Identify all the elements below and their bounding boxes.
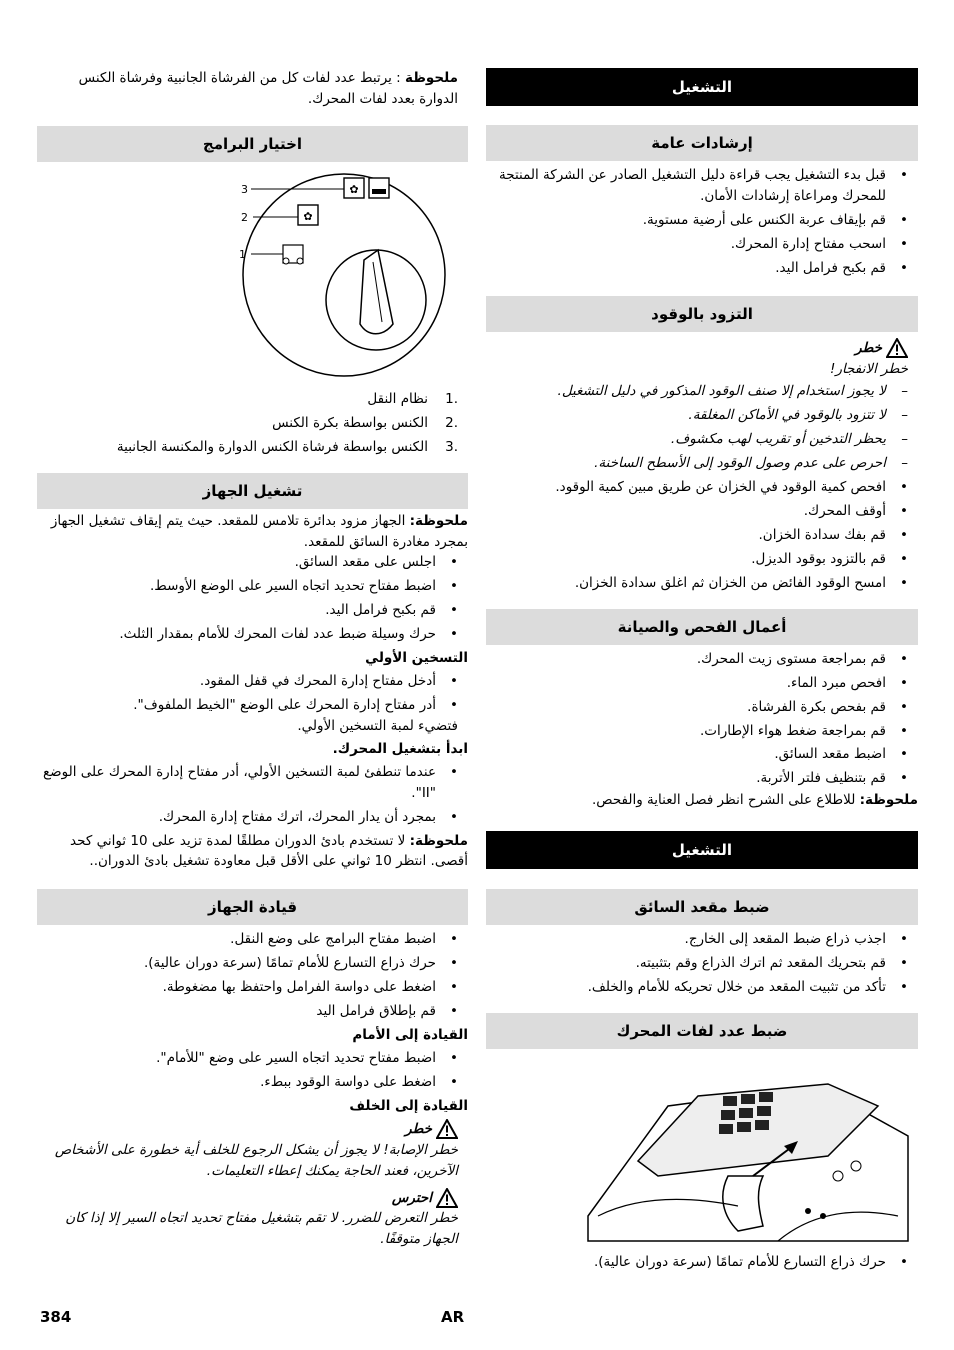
danger-warning [486,338,908,359]
list-item: • قم بكبح فرامل اليد. [486,258,886,279]
list-item: • قم بفحص بكرة الفرشاة. [486,697,886,718]
note-label: ملحوظة [405,70,458,86]
heading-refuel: التزود بالوقود [486,296,918,332]
warning-triangle-icon [886,338,908,358]
drive-list [37,929,468,1022]
list-item: • قم بالتزود بوقود الديزل. [486,549,886,570]
note-label: ملحوظة: [409,512,468,529]
left-column [37,68,468,1250]
list-item: • اسحب مفتاح إدارة المحرك. [486,234,886,255]
seat-adjust-list [486,929,918,998]
maintenance-note [486,790,918,811]
list-item: • بمجرد أن يدار المحرك، اترك مفتاح إدارة المحرك. [37,807,436,828]
list-item: • قم بتنظيف فلتر الأتربة. [486,768,886,789]
list-item: – يحظر التدخين أو تقريب لهب مكشوف. [486,429,886,450]
danger-label: خطر [405,1120,432,1137]
top-note [37,68,468,110]
right-column [486,68,918,1276]
list-item: • قبل بدء التشغيل يجب قراءة دليل التشغيل الصادر عن الشركة المنتجة للمحرك ومراعاة إرشادات الأمان. [486,165,886,207]
list-item: – احرص على عدم وصول الوقود إلى الأسطح الساخنة. [486,453,886,474]
preheat-after-text: فتضيء لمبة التسخين الأولي. [297,717,458,734]
note-text: لا تستخدم بادئ الدوران مطلقًا لمدة تزيد على 10 ثواني كحد أقصى. انتظر 10 ثواني على الأقل قبل معاودة تشغيل بادئ الدوران.. [70,832,468,870]
list-item: • عندما تنطفئ لمبة التسخين الأولي، أدر مفتاح إدارة المحرك على الوضع "II". [37,762,436,804]
page-number: 384 [40,1308,72,1326]
callout-1: 1 [239,247,246,261]
list-item: – لا يجوز استخدام إلا صنف الوقود المذكور في دليل التشغيل. [486,381,886,402]
maintenance-list [486,649,918,790]
note-text: للاطلاع على الشرح انظر فصل العناية والفحص. [591,792,860,809]
language-code: AR [441,1308,465,1326]
backward-heading: القيادة إلى الخلف [349,1097,468,1114]
forward-heading: القيادة إلى الأمام [352,1027,468,1044]
list-item: • اضبط مفتاح تحديد اتجاه السير على الوضع الأوسط. [37,576,436,597]
danger-text: خطر الإصابة! لا يجوز أن يشكل الرجوع للخلف أية خطورة على الأشخاص الآخرين، فعند الحاجة يمكنك إعطاء التعليمات. [54,1141,458,1179]
list-item: • اجلس على مقعد السائق. [37,552,436,573]
danger-text: خطر الانفجار! [830,360,908,377]
heading-operate-machine: تشغيل الجهاز [37,473,468,509]
list-item: • قم بإطلاق فرامل اليد [37,1001,436,1022]
list-item: • حرك وسيلة ضبط عدد لفات المحرك للأمام بمقدار الثلث. [37,624,436,645]
heading-engine-rpm: ضبط عدد لفات المحرك [486,1013,918,1049]
list-item: • قم بإيقاف عربة الكنس على أرضية مستوية. [486,210,886,231]
heading-program-select: اختيار البرامج [37,126,468,162]
list-item: • أوقف المحرك. [486,501,886,522]
list-item: – لا تتزود بالوقود في الأماكن المغلقة. [486,405,886,426]
list-item: • اضغط على دواسة الفرامل واحتفظ بها مضغوطة. [37,977,436,998]
start-engine-note [37,831,468,873]
list-item: • أدر مفتاح إدارة المحرك على الوضع "الخيط الملفوف". [37,695,436,716]
program-selector-dial-illustration [168,172,468,387]
list-item: • امسح الوقود الفائض من الخزان ثم اغلق سدادة الخزان. [486,573,886,594]
note-text: الجهاز مزود بدائرة تلامس للمقعد. حيث يتم إيقاف تشغيل الجهاز بمجرد مغادرة السائق للمقعد. [50,512,468,550]
note-text: : يرتبط عدد لفات كل من الفرشاة الجانبية وفرشاة الكنس الدوارة بعدد لفات المحرك. [78,70,458,107]
callout-3: 3 [241,182,248,196]
warning-triangle-icon [436,1119,458,1139]
list-item: • اضبط مقعد السائق. [486,744,886,765]
list-item: • اضغط على دواسة الوقود ببطء. [37,1072,436,1093]
list-item: 2. الكنس بواسطة بكرة الكنس [272,414,458,431]
caution-label: احترس [391,1189,432,1206]
heading-general-notes: إرشادات عامة [486,125,918,161]
list-item: • قم بمراجعة مستوى زيت المحرك. [486,649,886,670]
list-item: • تأكد من تثبيت المقعد من خلال تحريكه للأمام والخلف. [486,977,886,998]
list-item: • اضبط مفتاح تحديد اتجاه السير على وضع "للأمام". [37,1048,436,1069]
list-item: • قم بتحريك المقعد ثم اترك الذراع وقم بتثبيته. [486,953,886,974]
forward-list [37,1048,468,1093]
list-item: • قم بكبح فرامل اليد. [37,600,436,621]
list-item: • أدخل مفتاح إدارة المحرك في قفل المقود. [37,671,436,692]
svg-text:✿: ✿ [349,182,359,196]
note-label: ملحوظة: [409,832,468,849]
danger-warning [37,1119,458,1140]
heading-seat-adjust: ضبط مقعد السائق [486,889,918,925]
warning-triangle-icon [436,1188,458,1208]
list-item: • اضبط مفتاح البرامج على وضع النقل. [37,929,436,950]
start-engine-list [37,762,468,828]
section-heading-operation: التشغيل [486,68,918,106]
operate-note [37,511,468,553]
note-label: ملحوظة: [859,792,918,809]
refuel-steps-list [486,477,918,594]
preheat-list [37,671,468,716]
preheat-heading: التسخين الأولي [365,650,468,667]
list-item: • قم بمراجعة ضغط هواء الإطارات. [486,721,886,742]
danger-label: خطر [855,339,882,356]
start-engine-heading: ابدأ بتشغيل المحرك. [332,740,468,757]
list-item: • افحص كمية الوقود في الخزان عن طريق مبين كمية الوقود. [486,477,886,498]
operate-list [37,552,468,645]
program-list [37,389,468,458]
list-item: 1. نظام النقل [367,390,458,407]
heading-maintenance: أعمال الفحص والصيانة [486,609,918,645]
general-notes-list [486,165,918,279]
section-heading-operation-2: التشغيل [486,831,918,869]
refuel-danger-list [486,381,918,474]
caution-warning [37,1188,458,1209]
engine-rpm-list [486,1252,918,1273]
list-item: • افحص مبرد الماء. [486,673,886,694]
list-item: • حرك ذراع التسارع للأمام تمامًا (سرعة دوران عالية). [486,1252,886,1273]
list-item: 3. الكنس بواسطة فرشاة الكنس الدوارة والمكنسة الجانبية [116,438,458,455]
engine-throttle-illustration [578,1066,918,1246]
list-item: • حرك ذراع التسارع للأمام تمامًا (سرعة دوران عالية). [37,953,436,974]
list-item: • قم بفك سدادة الخزان. [486,525,886,546]
svg-text:✿: ✿ [303,209,313,223]
callout-2: 2 [241,210,248,224]
heading-drive-machine: قيادة الجهاز [37,889,468,925]
caution-text: خطر التعرض للضرر. لا تقم بتشغيل مفتاح تحديد اتجاه السير إلا إذا كان الجهاز متوقفًا. [65,1210,458,1248]
list-item: • اجذب ذراع ضبط المقعد إلى الخارج. [486,929,886,950]
